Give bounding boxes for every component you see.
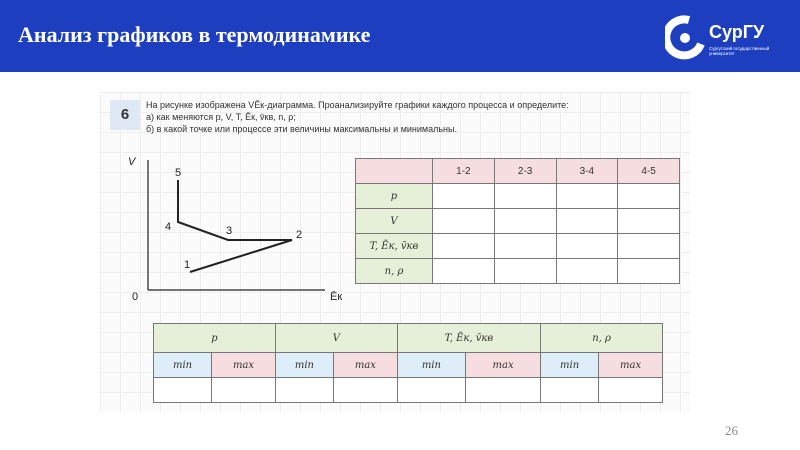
- min-header: min: [154, 353, 212, 378]
- group-header: V: [275, 324, 397, 353]
- task-line: б) в какой точке или процессе эти величины максимальны и минимальны.: [146, 124, 457, 134]
- min-header: min: [275, 353, 333, 378]
- max-header: max: [599, 353, 663, 378]
- logo-subtitle: Сургутский государственный университет: [709, 46, 770, 56]
- cell: [494, 234, 556, 259]
- cell: [466, 378, 541, 403]
- cell: [494, 209, 556, 234]
- cell: [618, 259, 680, 284]
- cell: [556, 184, 618, 209]
- cell: [556, 259, 618, 284]
- y-axis-label: V: [128, 156, 136, 168]
- cell: [397, 378, 465, 403]
- column-header: 4-5: [618, 159, 680, 184]
- cell: [618, 209, 680, 234]
- cell: [154, 378, 212, 403]
- corner-cell: [356, 159, 433, 184]
- process-curve: [178, 180, 292, 272]
- cell: [333, 378, 397, 403]
- point-label: 2: [296, 229, 303, 241]
- cell: [433, 259, 495, 284]
- point-label: 4: [165, 221, 172, 233]
- group-header: n, ρ: [541, 324, 663, 353]
- column-header: 3-4: [556, 159, 618, 184]
- row-header: p: [356, 184, 433, 209]
- task-line: а) как меняются p, V, T, Ēк, v̄кв, n, ρ;: [146, 112, 296, 122]
- cell: [618, 234, 680, 259]
- x-axis-label: Ēк: [330, 291, 343, 303]
- point-label: 5: [175, 167, 182, 179]
- slide-title: Анализ графиков в термодинамике: [18, 22, 371, 47]
- origin-label: 0: [132, 291, 139, 303]
- cell: [494, 259, 556, 284]
- max-header: max: [466, 353, 541, 378]
- row-header: n, ρ: [356, 259, 433, 284]
- group-header: T, Ēк, v̄кв: [397, 324, 540, 353]
- column-header: 1-2: [433, 159, 495, 184]
- cell: [618, 184, 680, 209]
- task-number: 6: [110, 100, 140, 130]
- column-header: 2-3: [494, 159, 556, 184]
- point-label: 3: [226, 225, 233, 237]
- cell: [433, 209, 495, 234]
- logo-name: СурГУ: [709, 22, 765, 42]
- group-header: p: [154, 324, 276, 353]
- min-header: min: [397, 353, 465, 378]
- min-header: min: [541, 353, 599, 378]
- task-line: На рисунке изображена VĒк-диаграмма. Проанализируйте графики каждого процесса и определите:: [146, 100, 569, 110]
- row-header: T, Ēк, v̄кв: [356, 234, 433, 259]
- max-header: max: [212, 353, 276, 378]
- max-header: max: [333, 353, 397, 378]
- cell: [275, 378, 333, 403]
- page-number: 26: [725, 423, 738, 438]
- cell: [433, 184, 495, 209]
- cell: [494, 184, 556, 209]
- point-label: 1: [184, 259, 191, 271]
- cell: [433, 234, 495, 259]
- cell: [599, 378, 663, 403]
- minmax-table: [153, 323, 663, 403]
- cell: [556, 209, 618, 234]
- cell: [212, 378, 276, 403]
- cell: [541, 378, 599, 403]
- process-table: [355, 158, 680, 284]
- cell: [556, 234, 618, 259]
- row-header: V: [356, 209, 433, 234]
